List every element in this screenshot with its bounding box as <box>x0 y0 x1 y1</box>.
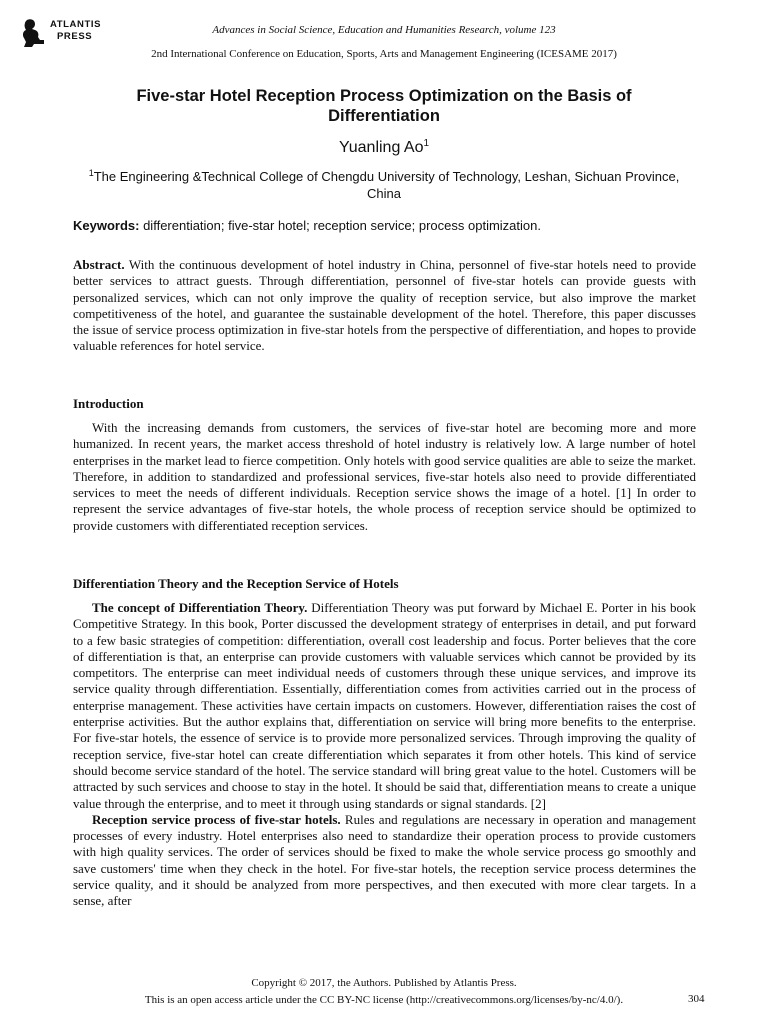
abstract <box>73 257 696 355</box>
introduction <box>73 420 696 534</box>
affiliation-text: The Engineering &Technical College of Chengdu University of Technology, Leshan, Sichuan Province, China <box>93 169 680 201</box>
keywords <box>73 218 698 233</box>
concept-label: The concept of Differentiation Theory. <box>92 600 308 615</box>
license: This is an open access article under the CC BY-NC license (http://creativecommons.org/licenses/by-nc/4.0/). <box>144 994 624 1006</box>
reception-label: Reception service process of five-star hotels. <box>92 811 341 827</box>
abstract-text: With the continuous development of hotel industry in China, personnel of five-star hotels need to provide better services to attract guests. Through differentiation, personnel of five-star hotels can provide guests with personalized services, which can not only improve the quality of reception service, but also improve the market competitiveness of the hotel, and guarantee the sustainable development of the hotel. Therefore, this paper discusses the issue of service process optimization in five-star hotels from the perspective of differentiation, and hopes to provide valuable references for hotel service. <box>73 257 696 354</box>
affiliation-sup: 1 <box>88 168 94 178</box>
keywords-text: differentiation; five-star hotel; reception service; process optimization. <box>139 218 541 233</box>
affiliation <box>80 165 688 202</box>
logo-text-line1: ATLANTIS <box>50 19 102 30</box>
paper-title: Five-star Hotel Reception Process Optimization on the Basis of Differentiation <box>136 87 632 125</box>
logo-text-line2: PRESS <box>57 31 93 42</box>
copyright: Copyright © 2017, the Authors. Published by Atlantis Press. <box>251 977 517 989</box>
author-name: Yuanling Ao <box>338 139 424 156</box>
concept-paragraph <box>73 600 696 812</box>
introduction-text: With the increasing demands from customers, the services of five-star hotel are becoming more and more humanized. In recent years, the market access threshold of hotel industry is relatively low. A large number of hotel enterprises in the market lead to fierce competition. Only hotels with good service qualities are able to seize the market. Therefore, in addition to standardized and professional services, five-star hotels also need to provide differentiated services to meet the needs of different individuals. Reception service shows the image of a hotel. [1] In order to represent the service advantages of five-star hotels, the whole process of reception service should be optimized to provide customers with differentiated reception services. <box>73 420 696 533</box>
reception-text: Rules and regulations are necessary in operation and management processes of every industry. Hotel enterprises also need to standardize their operation process to provide customers with high quality services. The order of services should be fixed to make the whole service process go smoothly and save customers' time when they check in the hotel. For five-star hotels, the reception service process determines the service quality, and it should be analyzed from more perspectives, and then executed with more clear targets. In a sense, after <box>73 811 696 909</box>
conference-name: 2nd International Conference on Education, Sports, Arts and Management Engineering (ICESAME 2017) <box>151 48 617 60</box>
introduction-heading: Introduction <box>73 396 144 411</box>
reception-paragraph <box>73 812 696 910</box>
concept-text: Differentiation Theory was put forward by Michael E. Porter in his book Competitive Strategy. In this book, Porter discussed the development strategy of enterprises in detail, and put forward to a few basic strategies of competition: differentiation, overall cost leadership and focus. Porter believes that the core of differentiation is that, an enterprise can provide customers with valuable services which cannot be provided by its competitors. The enterprise can meet individual needs of customers through these unique services, and improve its service quality through differentiation. Essentially, differentiation comes from activities carried out in the process of enterprise management. These activities have certain impacts on customers. However, differentiation raises the cost of enterprise activities. But the author explains that, differentiation on service will bring more benefits to the enterprise. For five-star hotels, the essence of service is to provide more personalized services. Through improving the quality of reception service, five-star hotel can create differentiation which separates it from other hotels. This kind of service should become service standard of the hotel. The service standard will bring great value to the hotel. Customers will be attracted by such services and choose to stay in the hotel. It should be said that, differentiation means to create a unique value through the enterprise, and to meet it through using standards or signal standards. [2] <box>73 600 696 811</box>
author-sup: 1 <box>423 138 430 149</box>
abstract-label: Abstract. <box>73 257 125 272</box>
page-number: 304 <box>688 993 705 1005</box>
journal-title: Advances in Social Science, Education and Humanities Research, volume 123 <box>212 24 556 36</box>
keywords-label: Keywords: <box>73 218 140 233</box>
section2-heading: Differentiation Theory and the Reception Service of Hotels <box>73 576 399 591</box>
author <box>0 138 768 157</box>
section2-body <box>73 600 696 910</box>
